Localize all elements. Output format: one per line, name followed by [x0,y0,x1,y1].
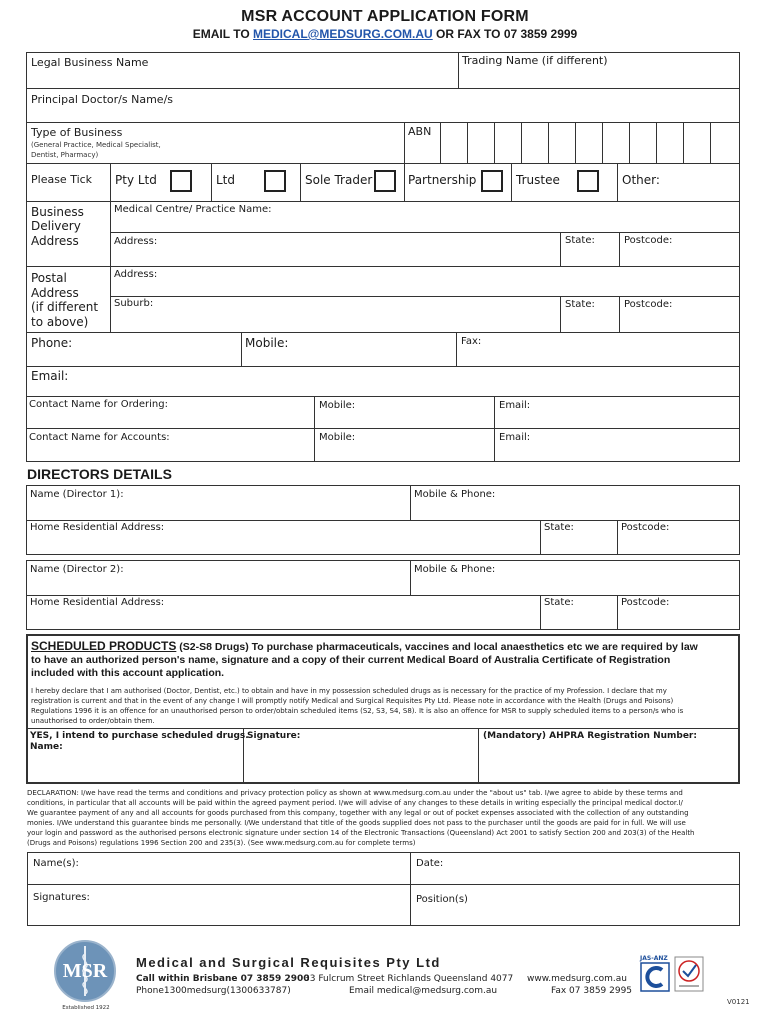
scheduled-line-2: to have an authorized person's name, signature and a copy of their current Medical Board of Australia Certificate of Registration [31,654,671,666]
delivery-label-3: Address [31,234,79,248]
jas-anz-badge-icon [640,962,670,992]
director-1-postcode-label: Postcode: [621,522,670,533]
scheduled-line-1 [31,640,741,654]
delivery-state-label: State: [565,235,595,246]
accounts-email-label: Email: [499,432,531,443]
partnership-checkbox[interactable] [481,170,503,192]
declaration-line-1: DECLARATION: I/we have read the terms and conditions and privacy protection policy as shown at www.medsurg.com.au under the "about us" tab. I/we agree to abide by these terms and [27,789,683,797]
accounts-mobile-label: Mobile: [319,432,356,443]
option-sole-trader-label: Sole Trader [305,173,373,187]
trustee-checkbox[interactable] [577,170,599,192]
jas-anz-label: JAS-ANZ [640,955,668,962]
declare-line-3: Regulations 1996 it is an offence for an unauthorised person to order/obtain scheduled items (S2, S3, S4, S8). It is also an offence for MSR to supply scheduled items to a person/s who is [31,707,684,715]
quality-certified-icon [674,956,704,992]
option-other-label: Other: [622,173,660,187]
ahpra-label: (Mandatory) AHPRA Registration Number: [483,731,697,741]
pty-ltd-checkbox[interactable] [170,170,192,192]
scheduled-name-label: Name: [30,742,63,752]
footer-address: 33 Fulcrum Street Richlands Queensland 4077 [304,974,514,984]
footer-email[interactable]: Email medical@medsurg.com.au [349,986,498,996]
type-of-business-label: Type of Business [31,126,123,139]
sole-trader-checkbox[interactable] [374,170,396,192]
company-name: Medical and Surgical Requisites Pty Ltd [136,955,441,970]
postal-label-1: Postal [31,271,67,285]
postal-state-label: State: [565,299,595,310]
signoff-table [27,852,740,926]
mobile-label: Mobile: [245,336,289,350]
scheduled-signature-label: Signature: [247,731,301,741]
option-ltd-label: Ltd [216,173,236,187]
form-title: MSR ACCOUNT APPLICATION FORM [241,8,529,25]
scheduled-heading: SCHEDULED PRODUCTS [31,639,177,653]
director-1-address-label: Home Residential Address: [30,522,165,533]
email-label: Email: [31,369,69,383]
director-1-name-label: Name (Director 1): [30,489,124,500]
postal-label-2: Address [31,286,79,300]
delivery-label-2: Delivery [31,219,81,233]
declare-line-4: unauthorised to order/obtain them. [31,717,155,725]
signoff-signatures-label: Signatures: [33,892,90,903]
director-1-state-label: State: [544,522,574,533]
director-2-state-label: State: [544,597,574,608]
ordering-mobile-label: Mobile: [319,400,356,411]
legal-business-name-field[interactable] [28,70,456,86]
option-trustee-label: Trustee [516,173,560,187]
type-hint-2: Dentist, Pharmacy) [31,151,99,159]
postal-postcode-label: Postcode: [624,299,673,310]
footer-phone: Phone1300medsurg(1300633787) [136,986,291,996]
declaration-line-3: We guarantee payment of any and all accounts for goods purchased from this company, together with any legal or out of pocket expenses associated with the collection of any outstanding [27,809,689,817]
footer-call-text: Call within Brisbane 07 3859 2900 [136,974,310,984]
abn-label: ABN [408,125,432,138]
principal-doctor-label: Principal Doctor/s Name/s [31,93,174,106]
option-pty-ltd-label: Pty Ltd [115,173,157,187]
postal-address-label: Address: [114,269,158,280]
msr-logo-text: MSR [62,960,108,982]
declaration-line-6: (Drugs and Poisons) regulations 1996 Section 200 and 235(3). (See www.medsurg.com.au for complete terms) [27,839,416,847]
signoff-names-label: Name(s): [33,858,79,869]
trading-name-field[interactable] [460,70,738,86]
delivery-address-label: Address: [114,236,158,247]
declaration-line-5: your login and password as the authorised persons electronic signature under section 14 of the Electronic Transactions (Queensland) Act 2001 to satisfy Section 200 and 203(3) of the Health [27,829,695,837]
fax-label: Fax: [461,336,482,347]
delivery-label-1: Business [31,205,84,219]
legal-business-name-label: Legal Business Name [31,56,149,69]
please-tick-label: Please Tick [31,173,93,186]
established-text: Established 1922 [62,1005,110,1011]
declare-line-2: registration is current and that in the event of any change I will promptly notify Medical and Surgical Requisites Pty Ltd. Please note in accordance with the Health (Drugs and Poisons) [31,697,674,705]
director-2-name-label: Name (Director 2): [30,564,124,575]
delivery-postcode-label: Postcode: [624,235,673,246]
accounts-contact-label: Contact Name for Accounts: [29,432,170,443]
type-hint-1: (General Practice, Medical Specialist, [31,141,161,149]
form-subtitle [0,27,770,41]
director-2-address-label: Home Residential Address: [30,597,165,608]
email-prefix: EMAIL TO [192,27,253,41]
postal-label-4: to above) [31,315,89,329]
declare-line-1: I hereby declare that I am authorised (Doctor, Dentist, etc.) to obtain and have in my possession scheduled drugs as is necessary for the practice of my Profession. I declare that my [31,687,667,695]
postal-label-3: (if different [31,300,99,314]
signoff-position-label: Position(s) [416,894,468,905]
trading-name-label: Trading Name (if different) [462,54,608,67]
email-link[interactable]: MEDICAL@MEDSURG.COM.AU [253,27,433,41]
ltd-checkbox[interactable] [264,170,286,192]
yes-scheduled-label: YES, I intend to purchase scheduled drugs. [30,731,249,741]
practice-name-label: Medical Centre/ Practice Name: [114,204,272,215]
phone-label: Phone: [31,336,73,350]
director-1-phone-label: Mobile & Phone: [414,489,496,500]
directors-heading: DIRECTORS DETAILS [27,466,172,482]
signoff-date-label: Date: [416,858,444,869]
director-2-phone-label: Mobile & Phone: [414,564,496,575]
fax-text: OR FAX TO 07 3859 2999 [432,27,578,41]
declaration-line-4: monies. I/We understand this guarantee binds me personally. I/We understand that title of the goods supplied does not pass to the purchaser until the goods are paid for in full. We will use [27,819,686,827]
postal-suburb-label: Suburb: [114,298,154,309]
director-2-postcode-label: Postcode: [621,597,670,608]
declaration-line-2: conditions, in particular that all accounts will be paid within the agreed payment period. I/we will advise of any changes to these details in writing especially the principal medical doctor.I/ [27,799,683,807]
scheduled-line-1-rest: (S2-S8 Drugs) To purchase pharmaceuticals, vaccines and local anaesthetics etc we are required by law [176,641,698,653]
footer-web[interactable]: www.medsurg.com.au [527,974,627,984]
scheduled-line-3: included with this account application. [31,667,225,679]
version-label: V0121 [727,998,750,1006]
ordering-email-label: Email: [499,400,531,411]
ordering-contact-label: Contact Name for Ordering: [29,399,168,410]
option-partnership-label: Partnership [408,173,477,187]
footer-fax: Fax 07 3859 2995 [551,986,633,996]
footer-call [136,974,310,984]
